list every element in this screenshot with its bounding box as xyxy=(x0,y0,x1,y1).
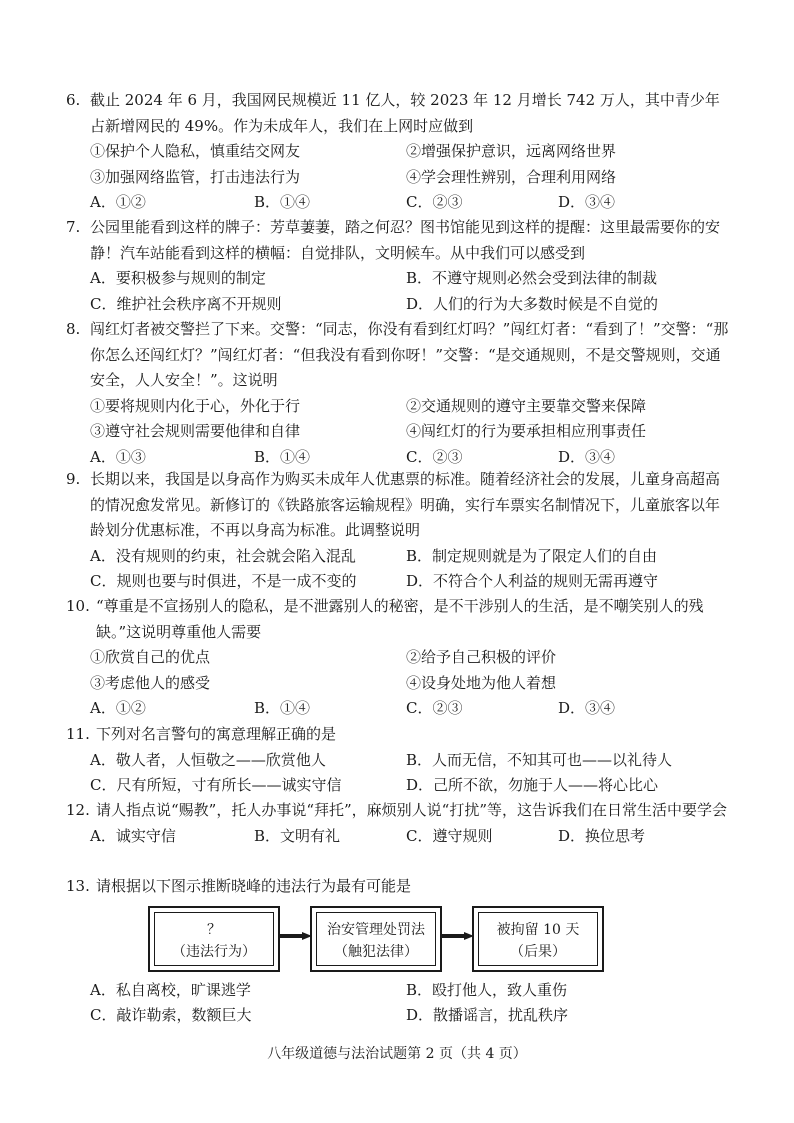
statement: ①要将规则内化于心，外化于行 xyxy=(90,396,301,415)
question-number: 7. xyxy=(66,218,81,236)
flow-box-law xyxy=(310,906,442,972)
question-stem xyxy=(66,467,731,544)
question-6 xyxy=(66,88,731,216)
question-11 xyxy=(66,722,731,799)
option-row xyxy=(66,569,731,595)
question-text: “尊重是不宣扬别人的隐私，是不泄露别人的秘密，是不干涉别人的生活，是不嘲笑别人的残缺。”这说明尊重他人需要 xyxy=(96,597,704,641)
option-a: A．①② xyxy=(90,193,146,211)
question-stem xyxy=(66,88,731,139)
flow-box-offense xyxy=(148,906,280,972)
question-stem xyxy=(66,594,731,645)
option-b: B．殴打他人，致人重伤 xyxy=(406,980,568,999)
question-number: 8. xyxy=(66,320,81,338)
statement: ④学会理性辨别，合理利用网络 xyxy=(406,167,617,186)
statement: ①保护个人隐私，慎重结交网友 xyxy=(90,142,301,160)
option-a: A．①② xyxy=(90,699,146,717)
question-10 xyxy=(66,594,731,722)
statement-row xyxy=(66,165,731,191)
question-text: 请根据以下图示推断晓峰的违法行为最有可能是 xyxy=(96,877,412,895)
option-b: B．制定规则就是为了限定人们的自由 xyxy=(406,546,658,565)
statement-row xyxy=(66,139,731,165)
flow-box-caption: （违法行为） xyxy=(172,943,256,960)
question-stem xyxy=(66,722,731,748)
option-row xyxy=(66,544,731,570)
question-number: 6. xyxy=(66,91,81,109)
question-number: 11. xyxy=(66,725,90,743)
option-a: A．①③ xyxy=(90,447,146,466)
question-number: 9. xyxy=(66,470,81,488)
statement: ③考虑他人的感受 xyxy=(90,673,211,692)
option-row xyxy=(66,824,731,850)
flow-box-caption: （触犯法律） xyxy=(334,943,418,960)
option-c: C．遵守规则 xyxy=(406,826,493,845)
arrow-right-icon xyxy=(440,932,474,940)
option-a: A．私自离校，旷课逃学 xyxy=(90,980,251,999)
option-row xyxy=(66,190,731,216)
option-row xyxy=(66,1003,731,1029)
option-d: D．散播谣言，扰乱秩序 xyxy=(406,1006,569,1024)
question-7 xyxy=(66,215,731,317)
option-row xyxy=(66,266,731,292)
statement-row xyxy=(66,645,731,671)
question-13 xyxy=(66,874,731,1029)
statement-row xyxy=(66,671,731,697)
option-a: A．诚实守信 xyxy=(90,826,176,845)
statement: ①欣赏自己的优点 xyxy=(90,648,211,666)
option-c: C．②③ xyxy=(406,193,463,211)
statement: ④设身处地为他人着想 xyxy=(406,673,557,692)
option-row xyxy=(66,696,731,722)
option-c: C．尺有所短，寸有所长——诚实守信 xyxy=(90,776,342,794)
option-a: A．要积极参与规则的制定 xyxy=(90,269,266,287)
statement-row xyxy=(66,419,731,445)
question-12 xyxy=(66,798,731,849)
question-text: 闯红灯者被交警拦了下来。交警：“同志，你没有看到红灯吗？”闯红灯者：“看到了！”交警：“那你怎么还闯红灯？”闯红灯者：“但我没有看到你呀！”交警：“是交通规则，不是交警规则，交通安全，人人安全！”。这说明 xyxy=(90,320,729,389)
question-9 xyxy=(66,467,731,595)
question-stem xyxy=(66,317,731,394)
question-number: 13. xyxy=(66,877,90,895)
option-d: D．③④ xyxy=(558,193,616,211)
option-b: B．不遵守规则必然会受到法律的制裁 xyxy=(406,269,658,287)
option-d: D．己所不欲，勿施于人——将心比心 xyxy=(406,776,659,794)
question-number: 10. xyxy=(66,597,90,615)
question-text: 截止 2024 年 6 月，我国网民规模近 11 亿人，较 2023 年 12 月增长 742 万人，其中青少年占新增网民的 49%。作为未成年人，我们在上网时应做到 xyxy=(90,91,720,135)
option-d: D．③④ xyxy=(558,699,616,717)
question-8 xyxy=(66,317,731,470)
option-d: D．人们的行为大多数时候是不自觉的 xyxy=(406,294,659,313)
statement: ②增强保护意识，远离网络世界 xyxy=(406,142,617,160)
statement-row xyxy=(66,394,731,420)
option-row xyxy=(66,978,731,1004)
option-d: D．不符合个人利益的规则无需再遵守 xyxy=(406,572,659,590)
option-b: B．①④ xyxy=(254,447,311,466)
flow-box-title: ？ xyxy=(207,921,221,938)
question-stem xyxy=(66,798,731,824)
option-b: B．人而无信，不知其可也——以礼待人 xyxy=(406,750,673,769)
question-text: 请人指点说“赐教”，托人办事说“拜托”，麻烦别人说“打扰”等，这告诉我们在日常生活中要学会 xyxy=(96,801,728,819)
option-c: C．维护社会秩序离不开规则 xyxy=(90,294,282,313)
option-a: A．敬人者，人恒敬之——欣赏他人 xyxy=(90,750,326,769)
page-footer: 八年级道德与法治试题第 2 页（共 4 页） xyxy=(267,1046,527,1062)
statement: ③遵守社会规则需要他律和自律 xyxy=(90,422,301,440)
question-text: 公园里能看到这样的牌子：芳草萋萋，踏之何忍？图书馆能见到这样的提醒：这里最需要你的安静！汽车站能看到这样的横幅：自觉排队，文明候车。从中我们可以感受到 xyxy=(90,218,721,262)
flow-box-title: 治安管理处罚法 xyxy=(327,921,425,938)
option-a: A．没有规则的约束，社会就会陷入混乱 xyxy=(90,546,356,565)
option-b: B．文明有礼 xyxy=(254,826,341,845)
question-stem xyxy=(66,874,731,900)
option-c: C．②③ xyxy=(406,699,463,717)
flow-box-consequence xyxy=(472,906,604,972)
option-b: B．①④ xyxy=(254,193,311,211)
option-d: D．换位思考 xyxy=(558,826,646,845)
question-stem xyxy=(66,215,731,266)
option-row xyxy=(66,773,731,799)
option-b: B．①④ xyxy=(254,699,311,717)
arrow-right-icon xyxy=(278,932,312,940)
option-d: D．③④ xyxy=(558,447,616,466)
flow-box-caption: （后果） xyxy=(510,943,566,960)
question-number: 12. xyxy=(66,801,90,819)
statement: ③加强网络监管，打击违法行为 xyxy=(90,167,301,186)
statement: ②交通规则的遵守主要靠交警来保障 xyxy=(406,396,647,415)
option-c: C．规则也要与时俱进，不是一成不变的 xyxy=(90,572,357,590)
statement: ②给予自己积极的评价 xyxy=(406,648,557,666)
option-row xyxy=(66,748,731,774)
question-text: 长期以来，我国是以身高作为购买未成年人优惠票的标准。随着经济社会的发展，儿童身高超高的情况愈发常见。新修订的《铁路旅客运输规程》明确，实行车票实名制情况下，儿童旅客以年龄划分优惠标准，不再以身高为标准。此调整说明 xyxy=(90,470,721,539)
flow-diagram xyxy=(66,902,731,978)
option-c: C．②③ xyxy=(406,447,463,466)
statement: ④闯红灯的行为要承担相应刑事责任 xyxy=(406,422,647,440)
flow-box-title: 被拘留 10 天 xyxy=(496,921,580,938)
question-text: 下列对名言警句的寓意理解正确的是 xyxy=(96,725,337,743)
option-c: C．敲诈勒索，数额巨大 xyxy=(90,1006,252,1024)
option-row xyxy=(66,292,731,318)
